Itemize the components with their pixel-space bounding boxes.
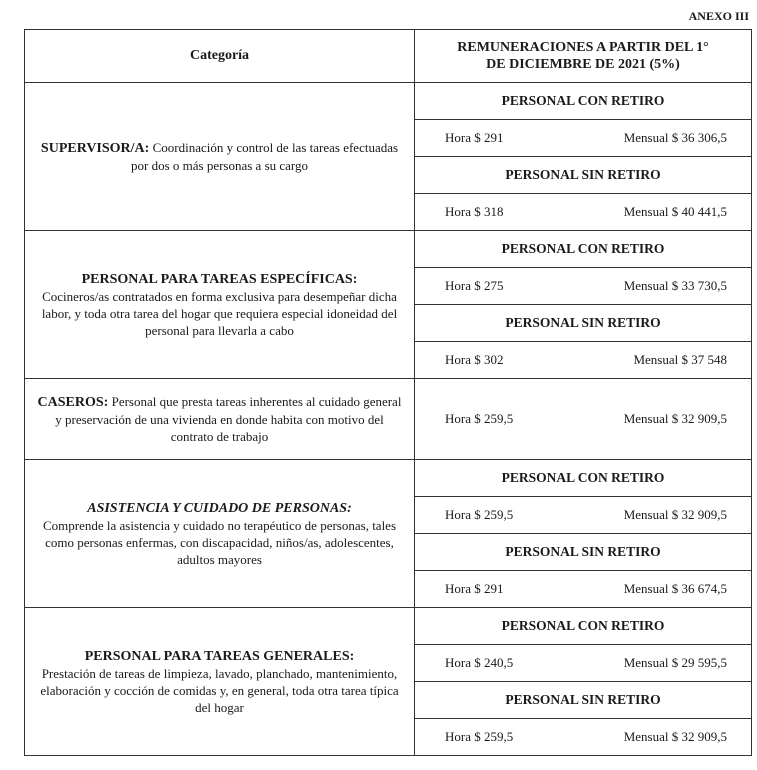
table-row	[25, 83, 752, 120]
rate-cell	[415, 120, 752, 157]
hourly-rate: Hora $ 259,5	[445, 729, 514, 744]
table-row	[25, 379, 752, 460]
rate-cell	[415, 719, 752, 756]
header-remuneration-line2: DE DICIEMBRE DE 2021 (5%)	[486, 57, 680, 72]
category-cell	[25, 83, 415, 231]
category-title: CASEROS:	[37, 395, 109, 410]
table-header-row	[25, 30, 752, 83]
rate-cell	[415, 268, 752, 305]
con-retiro-label: PERSONAL CON RETIRO	[415, 460, 752, 497]
monthly-rate: Mensual $ 36 674,5	[623, 581, 727, 596]
monthly-rate: Mensual $ 29 595,5	[623, 655, 727, 670]
category-description: Comprende la asistencia y cuidado no terapéutico de personas, tales como personas enfermas, con discapacidad, niños/as, adolescentes, adultos mayores	[42, 517, 397, 567]
hourly-rate: Hora $ 240,5	[445, 655, 514, 670]
category-cell	[25, 460, 415, 608]
hourly-rate: Hora $ 259,5	[445, 507, 514, 522]
category-description: Personal que presta tareas inherentes al cuidado general y preservación de una vivienda en donde habita con motivo del contrato de trabajo	[55, 394, 402, 444]
hourly-rate: Hora $ 318	[445, 204, 504, 219]
con-retiro-label: PERSONAL CON RETIRO	[415, 83, 752, 120]
category-description: Cocineros/as contratados en forma exclusiva para desempeñar dicha labor, y toda otra tarea del hogar que requiera especial idoneidad del personal para llevarla a cabo	[41, 288, 398, 338]
sin-retiro-label: PERSONAL SIN RETIRO	[415, 534, 752, 571]
category-cell	[25, 379, 415, 460]
category-description: Coordinación y control de las tareas efectuadas por dos o más personas a su cargo	[130, 140, 399, 173]
category-cell	[25, 608, 415, 756]
table-row	[25, 608, 752, 645]
sin-retiro-label: PERSONAL SIN RETIRO	[415, 682, 752, 719]
header-category: Categoría	[25, 30, 415, 83]
monthly-rate: Mensual $ 33 730,5	[623, 278, 727, 293]
annex-label: ANEXO III	[688, 9, 749, 23]
category-title: PERSONAL PARA TAREAS ESPECÍFICAS:	[81, 271, 358, 287]
sin-retiro-label: PERSONAL SIN RETIRO	[415, 157, 752, 194]
rate-cell	[415, 571, 752, 608]
sin-retiro-label: PERSONAL SIN RETIRO	[415, 305, 752, 342]
rate-cell	[415, 497, 752, 534]
monthly-rate: Mensual $ 32 909,5	[623, 729, 727, 744]
table-row	[25, 460, 752, 497]
hourly-rate: Hora $ 259,5	[445, 411, 514, 426]
hourly-rate: Hora $ 291	[445, 130, 504, 145]
header-remuneration-line1: REMUNERACIONES A PARTIR DEL 1°	[457, 40, 709, 55]
rate-cell	[415, 194, 752, 231]
monthly-rate: Mensual $ 36 306,5	[623, 130, 727, 145]
category-title: PERSONAL PARA TAREAS GENERALES:	[84, 648, 355, 664]
monthly-rate: Mensual $ 32 909,5	[623, 411, 727, 426]
table-row	[25, 231, 752, 268]
monthly-rate: Mensual $ 32 909,5	[623, 507, 727, 522]
category-cell	[25, 231, 415, 379]
category-title: ASISTENCIA Y CUIDADO DE PERSONAS:	[87, 500, 352, 516]
remuneration-table	[24, 29, 752, 756]
monthly-rate: Mensual $ 37 548	[633, 352, 727, 367]
hourly-rate: Hora $ 302	[445, 352, 504, 367]
monthly-rate: Mensual $ 40 441,5	[623, 204, 727, 219]
hourly-rate: Hora $ 275	[445, 278, 504, 293]
rate-cell	[415, 342, 752, 379]
category-title: SUPERVISOR/A:	[40, 141, 150, 156]
rate-cell	[415, 379, 752, 460]
con-retiro-label: PERSONAL CON RETIRO	[415, 608, 752, 645]
con-retiro-label: PERSONAL CON RETIRO	[415, 231, 752, 268]
header-remuneration	[415, 30, 752, 83]
rate-cell	[415, 645, 752, 682]
hourly-rate: Hora $ 291	[445, 581, 504, 596]
category-description: Prestación de tareas de limpieza, lavado, planchado, mantenimiento, elaboración y cocción de comidas y, en general, toda otra tarea típica del hogar	[40, 665, 399, 715]
